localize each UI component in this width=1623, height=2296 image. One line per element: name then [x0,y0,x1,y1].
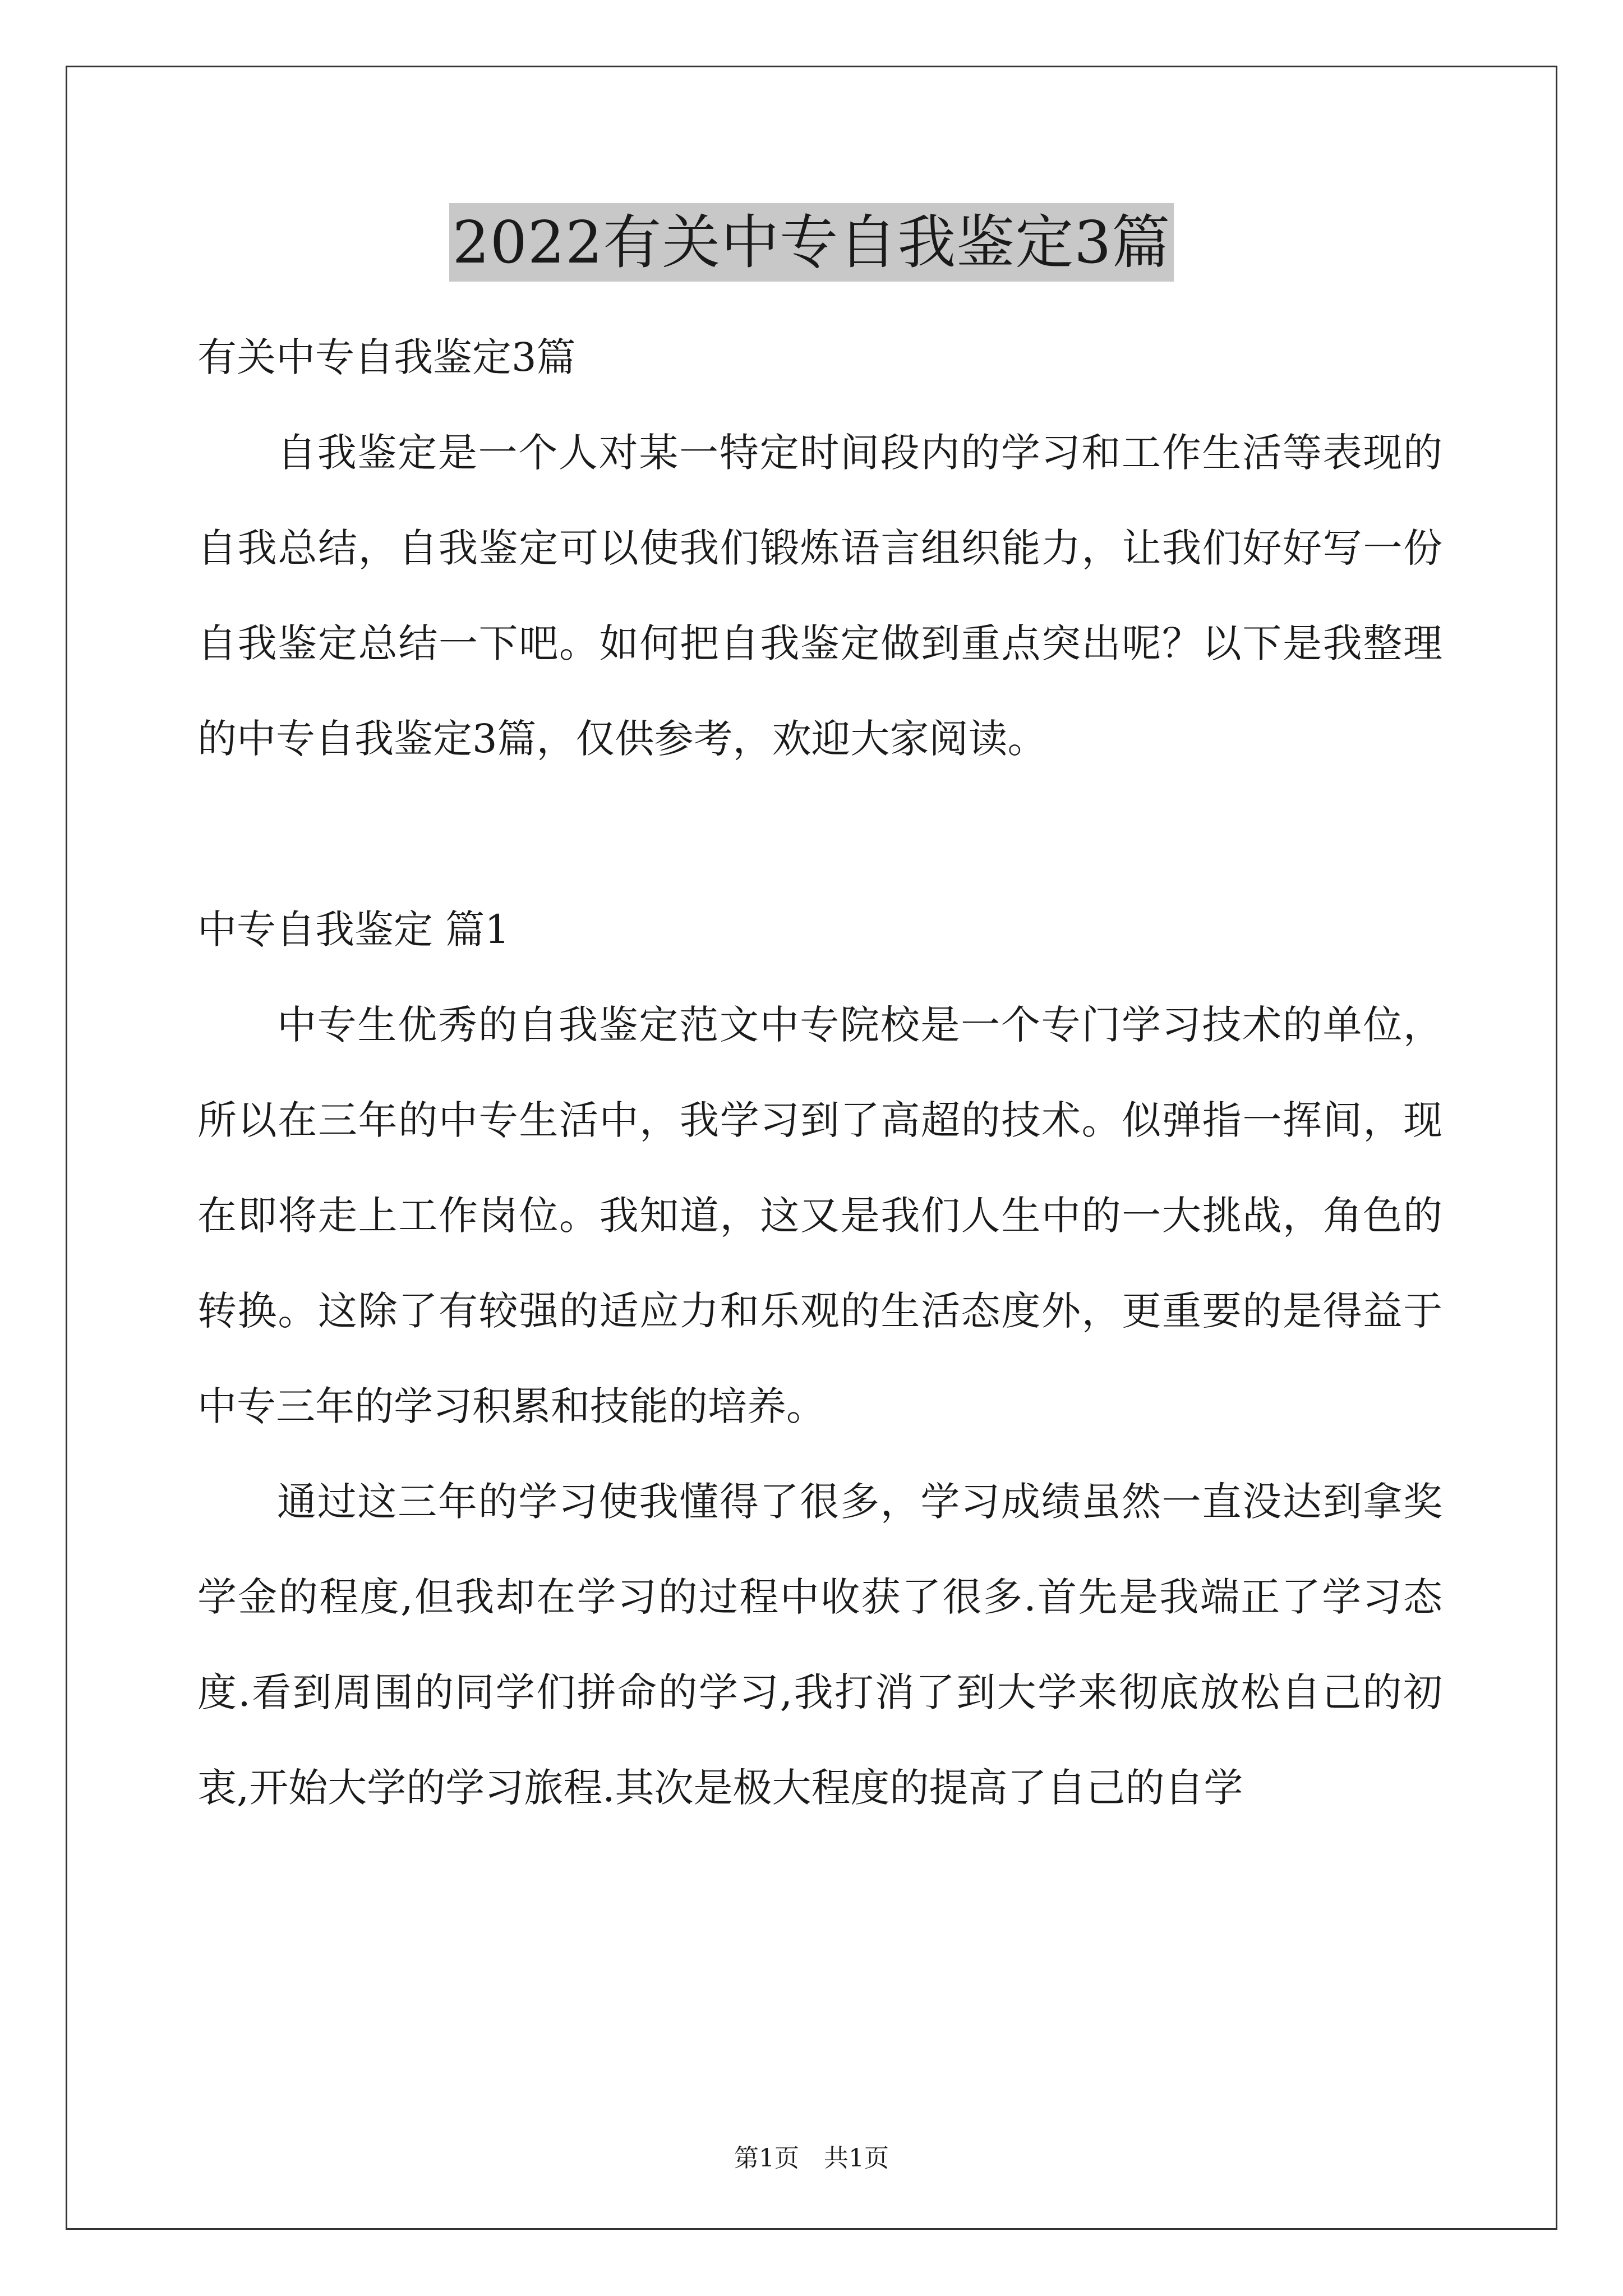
title-container [0,203,1623,282]
intro-paragraph: 自我鉴定是一个人对某一特定时间段内的学习和工作生活等表现的自我总结，自我鉴定可以使我们锻炼语言组织能力，让我们好好写一份自我鉴定总结一下吧。如何把自我鉴定做到重点突出呢？以下是我整理的中专自我鉴定3篇，仅供参考，欢迎大家阅读。 [197,430,1442,762]
section-heading: 中专自我鉴定 篇1 [197,907,510,953]
page-number: 第1页 [734,2144,799,2173]
document-subtitle: 有关中专自我鉴定3篇 [197,334,576,380]
page-footer [0,2142,1623,2175]
page-total: 共1页 [824,2144,889,2173]
body-paragraph-2: 通过这三年的学习使我懂得了很多，学习成绩虽然一直没达到拿奖学金的程度,但我却在学习的过程中收获了很多.首先是我端正了学习态度.看到周围的同学们拼命的学习,我打消了到大学来彻底放松自己的初衷,开始大学的学习旅程.其次是极大程度的提高了自己的自学 [197,1479,1442,1811]
body-paragraph-1: 中专生优秀的自我鉴定范文中专院校是一个专门学习技术的单位，所以在三年的中专生活中，我学习到了高超的技术。似弹指一挥间，现在即将走上工作岗位。我知道，这又是我们人生中的一大挑战，角色的转换。这除了有较强的适应力和乐观的生活态度外，更重要的是得益于中专三年的学习积累和技能的培养。 [197,1002,1442,1429]
document-title: 2022有关中专自我鉴定3篇 [449,203,1174,282]
document-body [197,310,1442,1835]
